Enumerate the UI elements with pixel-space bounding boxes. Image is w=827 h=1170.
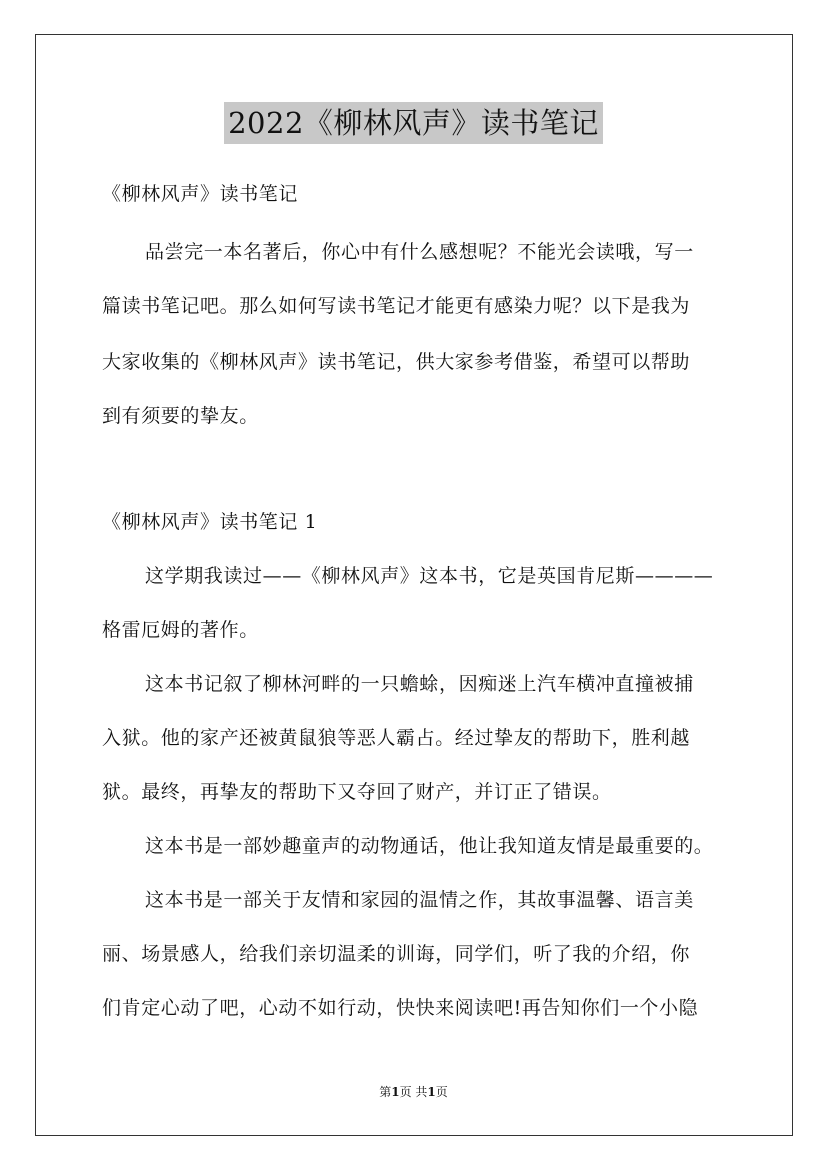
paragraph-line: 到有须要的挚友。 (102, 405, 259, 427)
footer-page-number: 1 (391, 1085, 400, 1099)
paragraph-line: 格雷厄姆的著作。 (102, 619, 259, 641)
paragraph-line: 这学期我读过——《柳林风声》这本书，它是英国肯尼斯———— (145, 565, 714, 587)
section-heading: 《柳林风声》读书笔记 (102, 183, 299, 205)
paragraph-line: 丽、场景感人，给我们亲切温柔的训诲，同学们，听了我的介绍，你 (102, 943, 691, 965)
paragraph-line: 这本书记叙了柳林河畔的一只蟾蜍，因痴迷上汽车横冲直撞被捕 (145, 673, 694, 695)
page-footer (0, 1084, 827, 1100)
footer-mid: 页 共 (399, 1085, 428, 1099)
paragraph-line: 这本书是一部妙趣童声的动物通话，他让我知道友情是最重要的。 (145, 835, 714, 857)
paragraph-line: 们肯定心动了吧，心动不如行动，快快来阅读吧!再告知你们一个小隐 (102, 997, 699, 1019)
footer-total-pages: 1 (427, 1085, 436, 1099)
paragraph-line: 狱。最终，再挚友的帮助下又夺回了财产，并订正了错误。 (102, 781, 612, 803)
paragraph-line: 品尝完一本名著后，你心中有什么感想呢？不能光会读哦，写一 (145, 241, 694, 263)
footer-prefix: 第 (379, 1085, 392, 1099)
paragraph-line: 入狱。他的家产还被黄鼠狼等恶人霸占。经过挚友的帮助下，胜利越 (102, 727, 691, 749)
document-title (0, 102, 827, 144)
section-heading: 《柳林风声》读书笔记 1 (102, 511, 318, 533)
footer-suffix: 页 (435, 1085, 448, 1099)
paragraph-line: 大家收集的《柳林风声》读书笔记，供大家参考借鉴，希望可以帮助 (102, 351, 691, 373)
document-title-text: 2022《柳林风声》读书笔记 (224, 102, 603, 144)
paragraph-line: 这本书是一部关于友情和家园的温情之作，其故事温馨、语言美 (145, 889, 694, 911)
paragraph-line: 篇读书笔记吧。那么如何写读书笔记才能更有感染力呢？以下是我为 (102, 295, 691, 317)
